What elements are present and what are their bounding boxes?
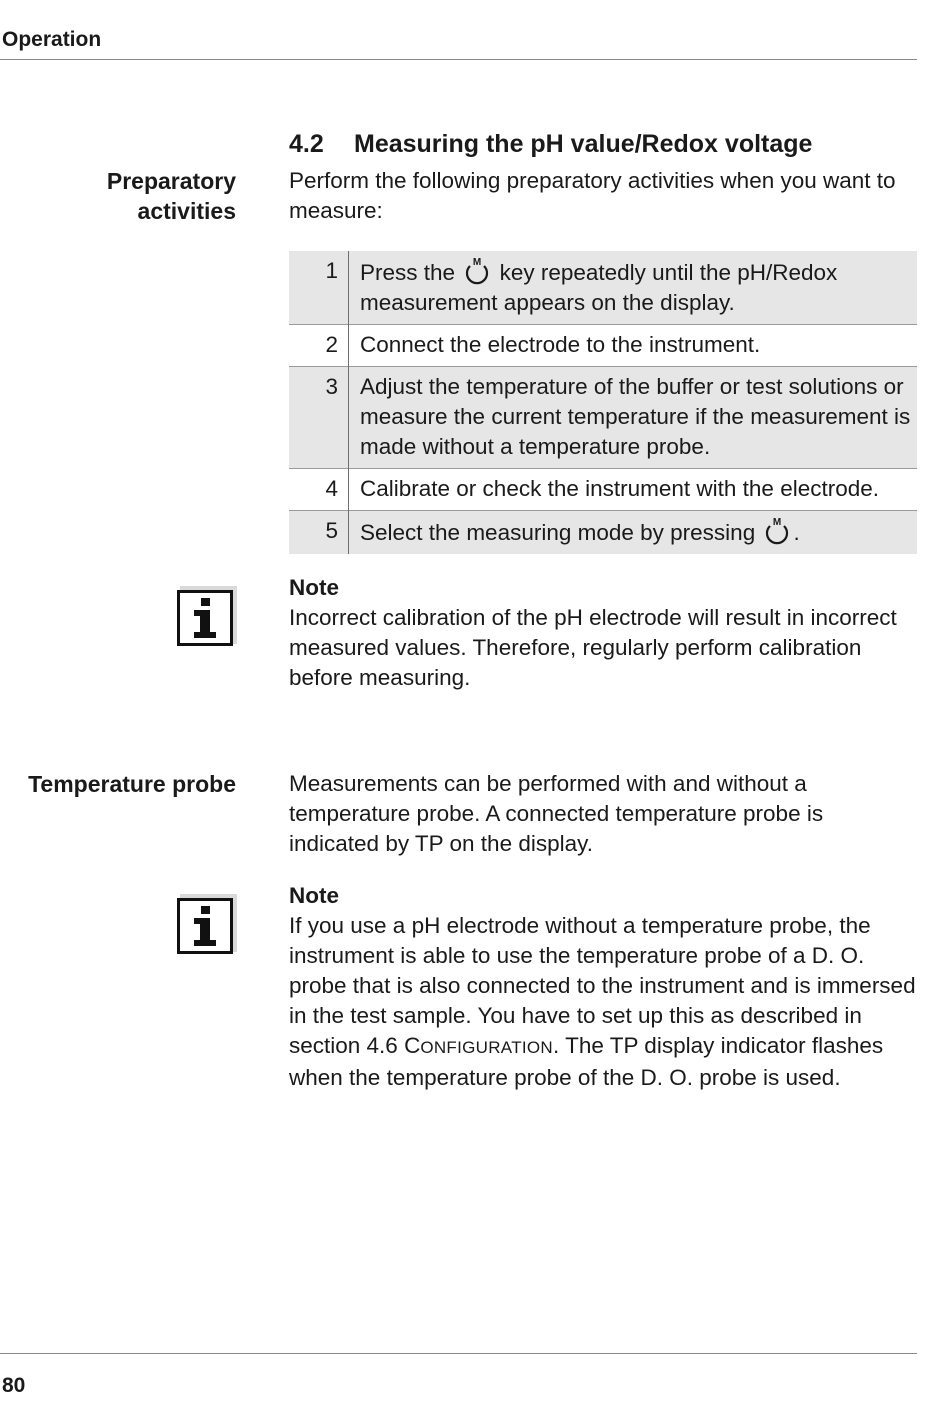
step-text-before: Press the bbox=[360, 260, 456, 285]
note-2 bbox=[289, 881, 917, 1093]
configuration-ref bbox=[404, 1033, 553, 1058]
steps-table bbox=[289, 251, 917, 554]
step-number: 4 bbox=[289, 469, 349, 511]
step-number: 2 bbox=[289, 325, 349, 367]
temperature-probe-text: Measurements can be performed with and without a temperature probe. A connected temperature probe is indicated by TP on the display. bbox=[289, 771, 824, 856]
note-title: Note bbox=[289, 883, 339, 908]
section-title: Measuring the pH value/Redox voltage bbox=[354, 130, 813, 158]
configuration-ref-initial: C bbox=[404, 1033, 421, 1058]
step-number: 1 bbox=[289, 251, 349, 325]
step-text: Calibrate or check the instrument with the electrode. bbox=[349, 469, 918, 511]
temperature-probe-label: Temperature probe bbox=[28, 771, 236, 797]
info-icon bbox=[177, 893, 237, 955]
step-text-before: Select the measuring mode by pressing bbox=[360, 520, 756, 545]
page-number: 80 bbox=[2, 1374, 26, 1397]
note-1 bbox=[289, 573, 917, 693]
note-title: Note bbox=[289, 575, 339, 600]
note-text-part: . The TP display indicator flashes when the temperature probe of the D. O. probe is used. bbox=[289, 1033, 884, 1090]
step-text: Connect the electrode to the instrument. bbox=[349, 325, 918, 367]
configuration-ref-rest: ONFIGURATION bbox=[420, 1038, 553, 1057]
section-number: 4.2 bbox=[289, 130, 324, 158]
step-number: 3 bbox=[289, 367, 349, 469]
step-text bbox=[349, 511, 918, 555]
step-row bbox=[289, 511, 917, 555]
preparatory-label bbox=[107, 166, 236, 226]
note-text bbox=[289, 911, 917, 1093]
m-key-label: M bbox=[473, 257, 482, 268]
step-row bbox=[289, 325, 917, 367]
m-key-icon bbox=[761, 516, 793, 546]
step-row bbox=[289, 251, 917, 325]
note-text: Incorrect calibration of the pH electrode will result in incorrect measured values. Therefore, regularly perform calibration before measuring. bbox=[289, 605, 897, 690]
step-text bbox=[349, 251, 918, 325]
step-row bbox=[289, 367, 917, 469]
preparatory-label-line1: Preparatory bbox=[106, 168, 236, 194]
step-text-after: key repeatedly until the pH/Redox measurement appears on the display. bbox=[360, 260, 838, 315]
section-heading bbox=[289, 130, 812, 159]
note-text-part: If you use a pH electrode without a temperature probe, the instrument is able to use the temperature probe of a D. O. probe that is also connected to the instrument and is immersed in the test sample. You have to set up this as described in section 4.6 bbox=[289, 913, 916, 1058]
running-header: Operation bbox=[2, 28, 102, 51]
footer-rule bbox=[0, 1353, 917, 1354]
step-text: Adjust the temperature of the buffer or test solutions or measure the current temperature if the measurement is made without a temperature probe. bbox=[349, 367, 918, 469]
m-key-icon bbox=[461, 256, 493, 286]
header-rule bbox=[0, 59, 917, 60]
info-icon bbox=[177, 585, 237, 647]
m-key-label: M bbox=[773, 517, 782, 528]
step-text-after: . bbox=[793, 520, 800, 545]
step-row bbox=[289, 469, 917, 511]
preparatory-intro: Perform the following preparatory activities when you want to measure: bbox=[289, 168, 896, 223]
step-number: 5 bbox=[289, 511, 349, 555]
preparatory-label-line2: activities bbox=[137, 198, 236, 224]
